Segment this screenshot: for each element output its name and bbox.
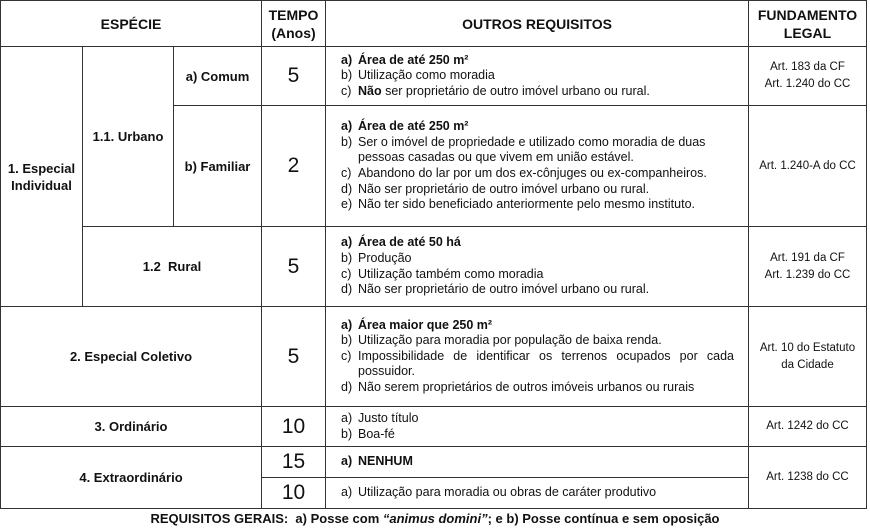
req-text: Boa-fé	[358, 426, 395, 441]
footer-prefix: REQUISITOS GERAIS: a) Posse com	[150, 511, 383, 526]
header-especie	[0, 0, 262, 47]
req-text: Impossibilidade de identificar os terrenos ocupados por cada possuidor.	[358, 348, 734, 379]
especie-extraordinario	[0, 446, 262, 509]
req-text: NENHUM	[358, 454, 413, 469]
requisitos-familiar	[325, 105, 749, 227]
req-text: Utilização para moradia por população de baixa renda.	[358, 333, 662, 348]
req-key: a)	[341, 410, 353, 425]
req-key: b)	[341, 250, 353, 265]
footer-italic: “animus domini”	[382, 511, 488, 526]
requisitos-ordinario	[325, 406, 749, 447]
req-text: Abandono do lar por um dos ex-cônjuges ou ex-companheiros.	[358, 166, 707, 180]
coletivo-label: 2. Especial Coletivo	[69, 349, 193, 364]
req-text: ser proprietário de outro imóvel urbano ou rural.	[381, 83, 650, 98]
fundamento-ordinario	[748, 406, 867, 447]
req-item	[341, 485, 656, 501]
urbano-label: 1.1. Urbano	[92, 129, 164, 144]
tempo-extraordinario-a-value: 15	[281, 450, 306, 473]
fundamento-line: Art. 1238 do CC	[766, 471, 849, 483]
req-text: Produção	[358, 250, 412, 265]
req-key: d)	[341, 181, 353, 196]
tempo-rural-value: 5	[287, 254, 300, 278]
ordinario-label: 3. Ordinário	[94, 419, 168, 434]
req-key: b)	[341, 134, 353, 149]
especie-coletivo	[0, 306, 262, 407]
requisitos-coletivo	[325, 306, 749, 407]
req-key: c)	[341, 266, 352, 281]
rural-label: 1.2 Rural	[142, 259, 202, 274]
tempo-familiar-value: 2	[287, 154, 300, 177]
header-tempo-line1: TEMPO	[268, 6, 319, 23]
req-item	[341, 53, 650, 69]
req-key: a)	[341, 454, 353, 469]
tempo-ordinario-value: 10	[281, 414, 306, 438]
fundamento-line: Art. 183 da CF	[770, 61, 845, 73]
tempo-comum-value: 5	[287, 64, 300, 87]
req-item	[341, 182, 738, 198]
requisitos-rural	[325, 226, 749, 307]
tempo-extraordinario-b-value: 10	[281, 481, 306, 504]
especie-especial-individual	[0, 46, 83, 307]
requisitos-comum	[325, 46, 749, 106]
req-text: Área de até 50 há	[358, 235, 461, 250]
header-fundamento-legal	[748, 0, 867, 47]
req-key: c)	[341, 348, 352, 363]
extraordinario-label: 4. Extraordinário	[79, 470, 183, 485]
req-text: Área de até 250 m²	[358, 52, 469, 67]
requisitos-extraordinario-b	[325, 477, 749, 509]
req-key: a)	[341, 235, 353, 250]
req-item	[341, 166, 738, 182]
fundamento-line: da Cidade	[781, 358, 834, 371]
req-key: c)	[341, 166, 352, 180]
fundamento-line: Art. 191 da CF	[770, 251, 845, 264]
req-item	[341, 427, 418, 443]
fundamento-line: Art. 1242 do CC	[766, 420, 849, 432]
tempo-extraordinario-b	[261, 477, 326, 509]
req-text: Área maior que 250 m²	[358, 317, 493, 332]
req-text: Não ser proprietário de outro imóvel urbano ou rural.	[358, 282, 650, 297]
req-text: Utilização como moradia	[358, 68, 495, 83]
req-text: Ser o imóvel de propriedade e utilizado como moradia de duas pessoas casadas ou que vivem em união estável.	[358, 134, 706, 165]
req-key: a)	[341, 317, 353, 332]
tempo-coletivo-value: 5	[287, 344, 300, 368]
req-item	[341, 349, 734, 380]
req-item	[341, 454, 413, 470]
req-item	[341, 68, 650, 84]
especie-rural	[82, 226, 262, 307]
fundamento-line: Art. 1.240 do CC	[764, 78, 851, 90]
req-item	[341, 333, 734, 349]
fundamento-rural	[748, 226, 867, 307]
especial-individual-line1: 1. Especial	[7, 160, 76, 176]
req-text: Não serem proprietários de outros imóveis urbanos ou rurais	[358, 379, 695, 394]
req-item	[341, 267, 649, 283]
fundamento-familiar	[748, 105, 867, 227]
fundamento-coletivo	[748, 306, 867, 407]
req-key: e)	[341, 197, 353, 212]
req-key: a)	[341, 52, 353, 67]
tempo-coletivo	[261, 306, 326, 407]
req-key: c)	[341, 83, 352, 98]
req-text: Não ser proprietário de outro imóvel urbano ou rural.	[358, 181, 650, 196]
fundamento-line: Art. 10 do Estatuto	[759, 341, 856, 354]
req-item	[341, 84, 650, 100]
req-text: Área de até 250 m²	[358, 119, 469, 134]
fundamento-line: Art. 1.240-A do CC	[759, 159, 856, 172]
req-text-bold: Não	[358, 83, 382, 98]
req-item	[341, 235, 649, 251]
header-fundamento-line2: LEGAL	[783, 24, 832, 41]
tempo-ordinario	[261, 406, 326, 447]
req-text: Utilização para moradia ou obras de caráter produtivo	[358, 485, 657, 500]
req-key: d)	[341, 379, 353, 394]
header-fundamento-line1: FUNDAMENTO	[757, 6, 858, 23]
footer-suffix: ; e b) Posse contínua e sem oposição	[487, 511, 720, 526]
familiar-label: b) Familiar	[184, 158, 251, 174]
req-key: a)	[341, 485, 353, 500]
especie-familiar	[173, 105, 262, 227]
req-key: b)	[341, 68, 353, 83]
fundamento-extraordinario	[748, 446, 867, 509]
especie-comum	[173, 46, 262, 106]
req-text: Utilização também como moradia	[358, 266, 544, 281]
header-tempo-line2: (Anos)	[271, 24, 316, 41]
req-item	[341, 251, 649, 267]
especie-urbano	[82, 46, 174, 227]
req-item	[341, 282, 649, 298]
tempo-extraordinario-a	[261, 446, 326, 478]
req-key: b)	[341, 333, 353, 348]
req-item	[341, 119, 738, 135]
header-outros-label: OUTROS REQUISITOS	[462, 15, 612, 32]
req-item	[341, 318, 734, 334]
req-text: Justo título	[358, 410, 419, 425]
req-item	[341, 197, 738, 213]
tempo-comum	[261, 46, 326, 106]
comum-label: a) Comum	[185, 68, 250, 84]
requisitos-gerais-footer	[0, 511, 870, 526]
tempo-rural	[261, 226, 326, 307]
req-key: a)	[341, 119, 353, 134]
req-item	[341, 411, 418, 427]
header-tempo	[261, 0, 326, 47]
req-text: Não ter sido beneficiado anteriormente pelo mesmo instituto.	[358, 197, 695, 212]
header-outros-requisitos	[325, 0, 749, 47]
req-key: d)	[341, 282, 353, 297]
tempo-familiar	[261, 105, 326, 227]
req-key: b)	[341, 426, 353, 441]
header-especie-label: ESPÉCIE	[100, 15, 162, 32]
especie-ordinario	[0, 406, 262, 447]
fundamento-comum	[748, 46, 867, 106]
req-item	[341, 380, 734, 396]
req-item	[341, 135, 738, 166]
especial-individual-line2: Individual	[11, 177, 72, 193]
fundamento-line: Art. 1.239 do CC	[764, 268, 851, 281]
requisitos-extraordinario-a	[325, 446, 749, 478]
